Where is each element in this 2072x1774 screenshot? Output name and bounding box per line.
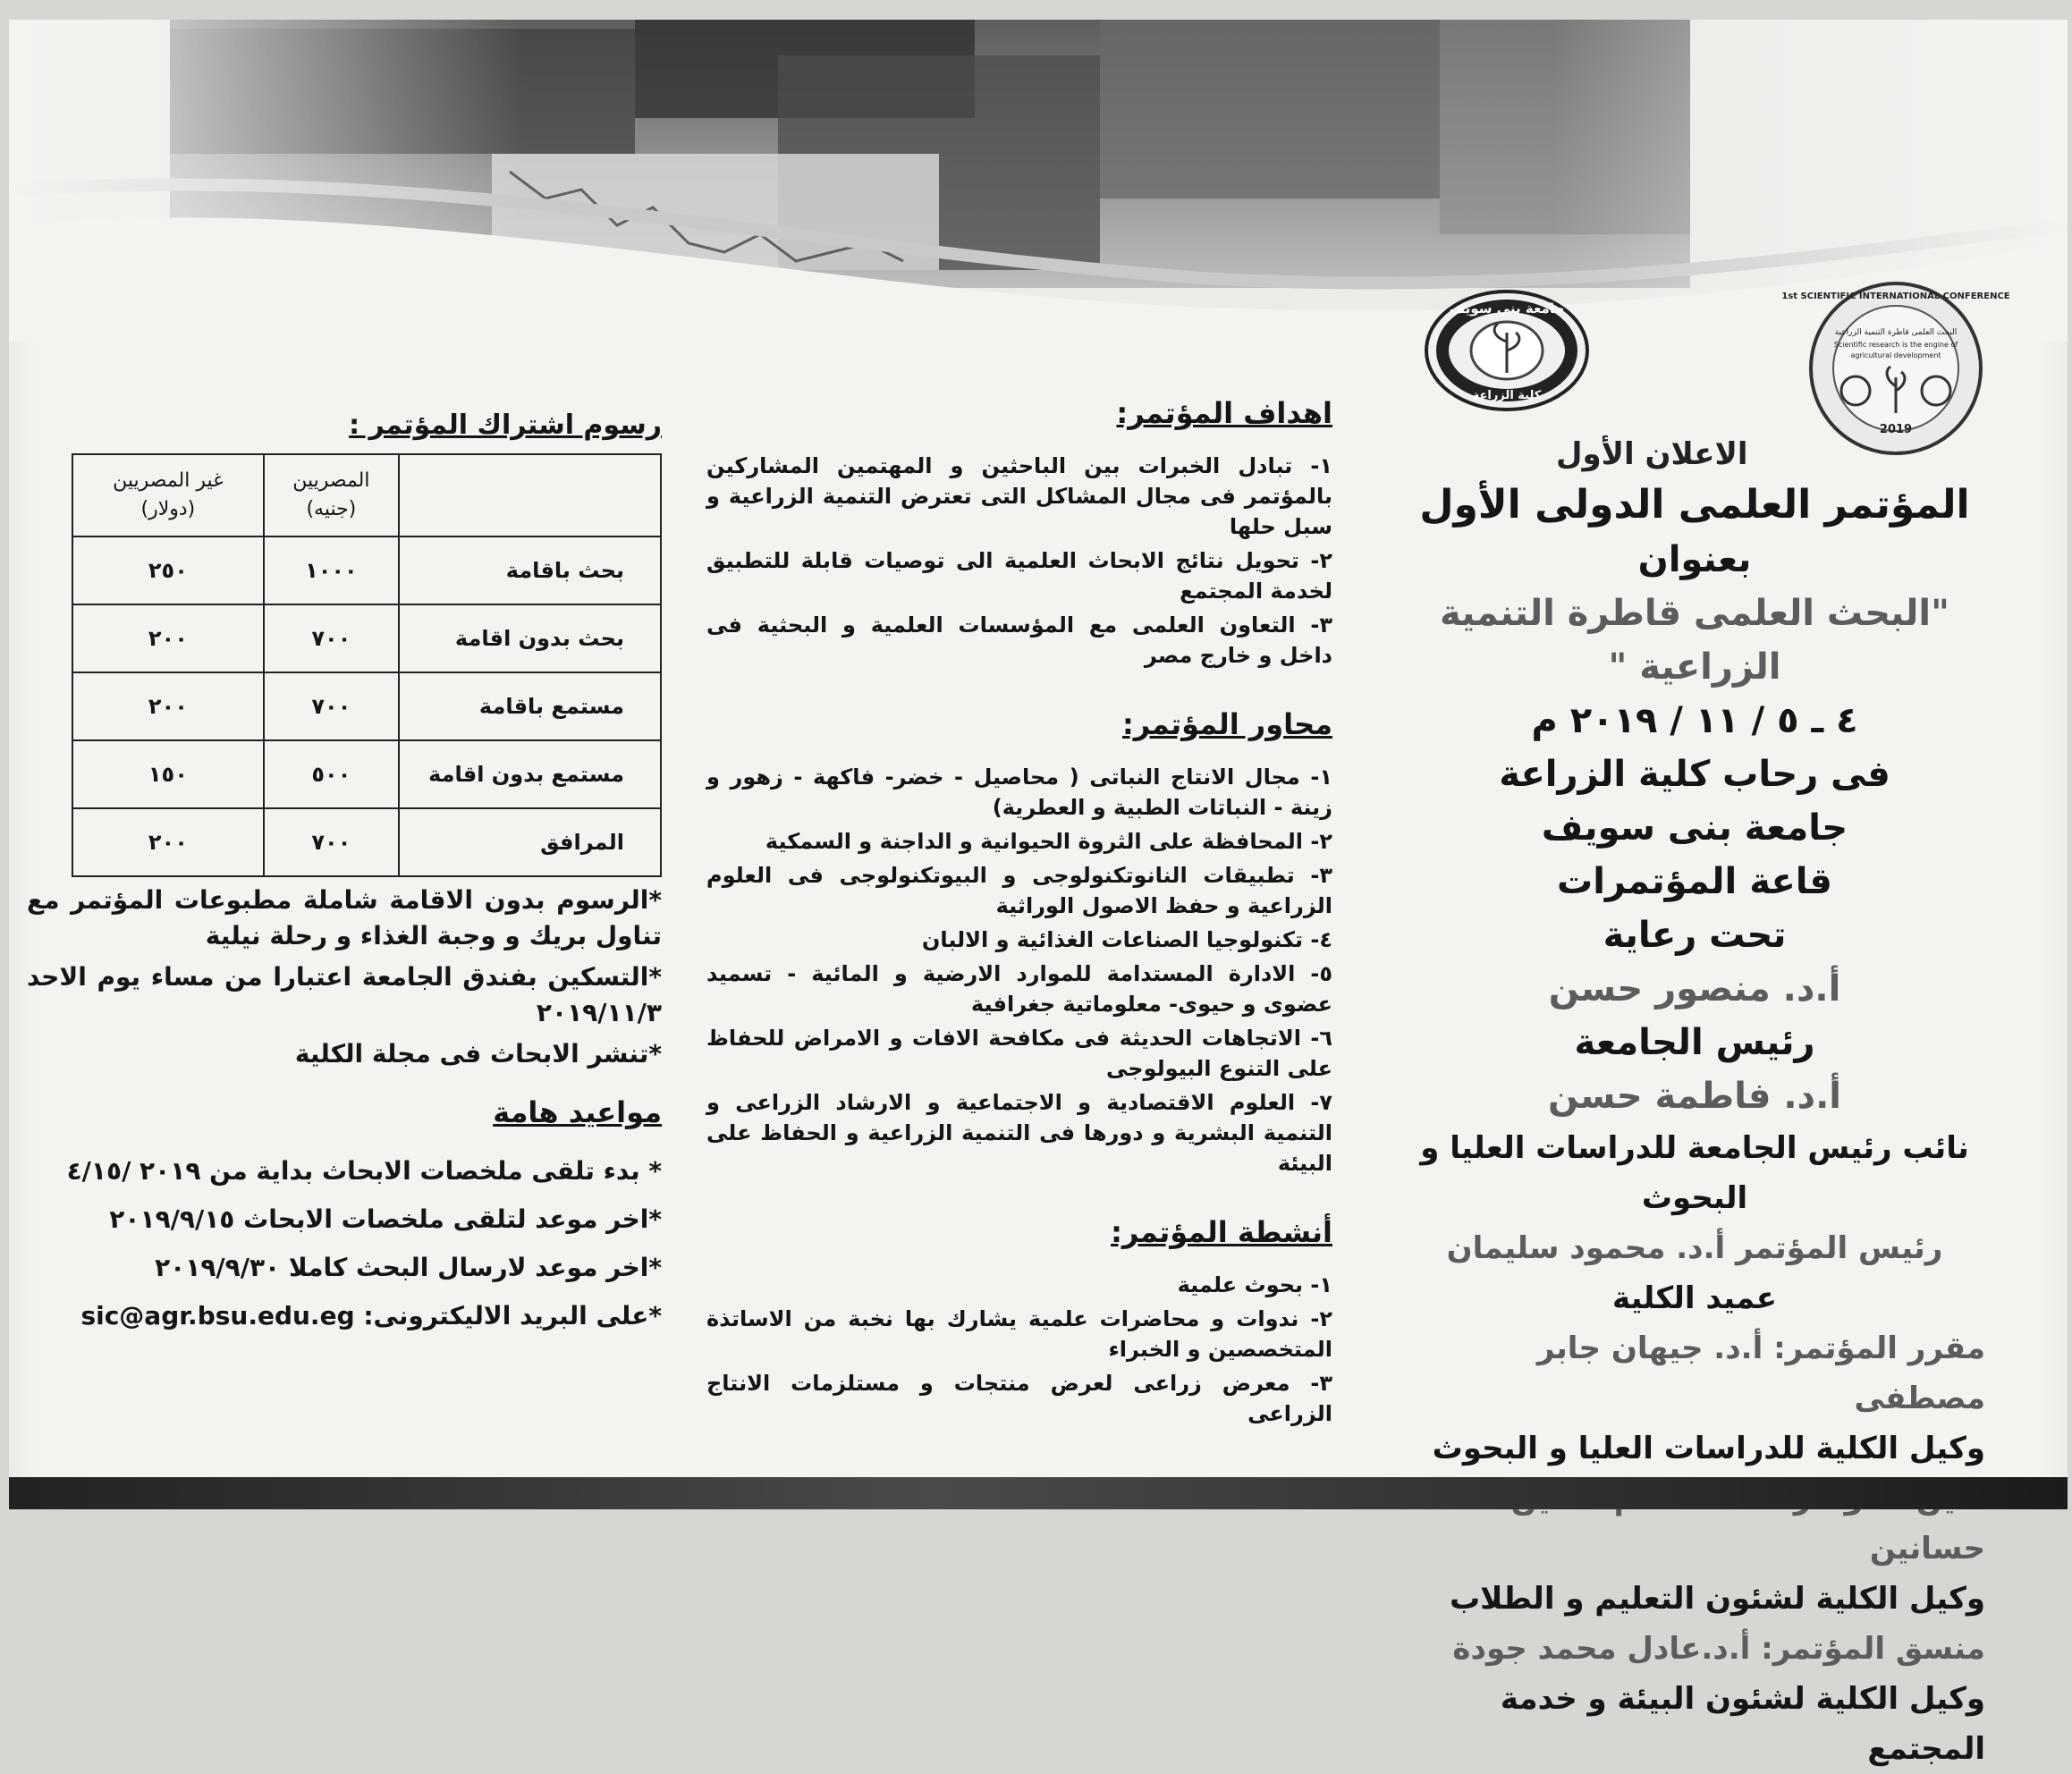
goal-item: ٢- تحويل نتائج الابحاث العلمية الى توصيات قابلة للتطبيق لخدمة المجتمع [706,548,1332,604]
email-link[interactable]: sic@agr.bsu.edu.eg [80,1301,355,1330]
venue-university: جامعة بنى سويف [1541,807,1848,849]
goals-column [706,395,1332,1465]
axes-list [706,762,1332,1178]
activities-title: أنشطة المؤتمر: [1111,1215,1332,1249]
axes-title: محاور المؤتمر: [1121,707,1332,741]
conference-logo-title: 1st SCIENTIFIC INTERNATIONAL CONFERENCE [1781,291,2010,301]
fees-column [27,410,662,1340]
table-row [72,536,661,604]
announcement-column [1404,288,2010,1774]
university-logo-bottom-text: كلية الزراعة [1472,389,1542,402]
conference-dates: ٤ ـ ٥ / ١١ / ٢٠١٩ م [1531,700,1858,741]
coordinator-title: وكيل الكلية لشئون البيئة و خدمة المجتمع [1500,1681,1985,1767]
fee-label: المرافق [399,808,661,876]
fee-usd: ٢٥٠ [72,536,264,604]
activity-item: ١- بحوث علمية [1177,1272,1332,1297]
fees-header-empty [399,454,661,536]
axis-item: ٣- تطبيقات النانوتكنولوجى و البيوتكنولوجى فى العلوم الزراعية و حفظ الاصول الوراثية [706,863,1332,918]
conference-logo-sub2: agricultural development [1850,351,1941,359]
fee-label: مستمع بدون اقامة [399,740,661,808]
email-line [27,1292,662,1340]
table-row [72,740,661,808]
publication-note: *تنشر الابحاث فى مجلة الكلية [294,1039,662,1069]
axis-item: ٥- الادارة المستدامة للموارد الارضية و المائية - تسميد عضوى و حيوى- معلوماتية جغرافية [706,961,1332,1017]
fee-usd: ٢٠٠ [72,604,264,672]
abstracts-deadline: *اخر موعد لتلقى ملخصات الابحاث ٢٠١٩/٩/١٥ [109,1204,662,1234]
activity-item: ٣- معرض زراعى لعرض منتجات و مستلزمات الانتاج الزراعى [706,1371,1332,1426]
fee-egp: ١٠٠٠ [264,536,399,604]
patron1-name: أ.د. منصور حسن [1548,968,1841,1009]
foreigners-label: غير المصريين [113,469,224,492]
fee-egp: ٧٠٠ [264,604,399,672]
axis-item: ١- مجال الانتاج النباتى ( محاصيل - خضر- فاكهة - زهور و زينة - النباتات الطبية و العطرية) [706,765,1332,820]
conference-title: المؤتمر العلمى الدولى الأول [1419,482,1970,528]
goal-item: ١- تبادل الخبرات بين الباحثين و المهتمين المشاركين بالمؤتمر فى مجال المشاكل التى تعترض التنمية الزراعية و سبل حلها [706,453,1332,539]
patron2-title: نائب رئيس الجامعة للدراسات العليا و البحوث [1420,1130,1969,1216]
conference-logo [1781,279,2010,458]
conference-secretary: حسانين [1869,1531,1985,1567]
conference-theme: "البحث العلمى قاطرة التنمية الزراعية " [1440,593,1949,688]
conference-logo-year: 2019 [1879,423,1913,436]
patron1-title: رئيس الجامعة [1574,1022,1815,1063]
patron2-name: أ.د. فاطمة حسن [1548,1076,1841,1117]
announcement-label: الاعلان الأول [1556,436,1748,472]
activity-item: ٢- ندوات و محاضرات علمية يشارك بها نخبة من الاساتذة المتخصصين و الخبراء [706,1306,1332,1362]
conference-logo-sub1: Scientific research is the engine of [1833,341,1958,349]
fee-egp: ٧٠٠ [264,672,399,740]
university-logo [1422,288,1592,413]
venue-faculty: فى رحاب كلية الزراعة [1499,754,1890,795]
abstracts-start-date: * بدء تلقى ملخصات الابحاث بداية من ٢٠١٩ /٤/١٥ [66,1156,662,1186]
venue-hall: قاعة المؤتمرات [1557,861,1832,902]
conference-coordinator: منسق المؤتمر: أ.د.عادل محمد جودة [1452,1631,1985,1667]
title-intro: بعنوان [1637,539,1752,580]
conference-logo-arabic: البحث العلمى قاطرة التنمية الزراعية [1834,328,1958,337]
patronage-label: تحت رعاية [1603,915,1787,956]
fee-usd: ٢٠٠ [72,672,264,740]
axis-item: ٤- تكنولوجيا الصناعات الغذائية و الالبان [921,927,1332,952]
axis-item: ٦- الاتجاهات الحديثة فى مكافحة الافات و الامراض للحفاظ على التنوع البيولوجى [706,1026,1332,1081]
fee-egp: ٥٠٠ [264,740,399,808]
fees-table [72,453,662,877]
goal-item: ٣- التعاون العلمى مع المؤسسات العلمية و البحثية فى داخل و خارج مصر [706,612,1332,668]
email-label: *على البريد الاليكترونى: [363,1301,662,1330]
fee-usd: ١٥٠ [72,740,264,808]
secretary-title: وكيل الكلية لشئون التعليم و الطلاب [1449,1581,1985,1617]
conference-chair: رئيس المؤتمر أ.د. محمود سليمان [1446,1230,1943,1266]
axis-item: ٢- المحافظة على الثروة الحيوانية و الداجنة و السمكية [765,829,1332,854]
egyptians-unit: (جنيه) [306,498,357,520]
housing-note: *التسكين بفندق الجامعة اعتبارا من مساء يوم الاحد ٢٠١٩/١١/٣ [27,962,662,1027]
rapporteur-title: وكيل الكلية للدراسات العليا و البحوث [1432,1431,1985,1466]
fee-label: بحث باقامة [399,536,661,604]
foreigners-unit: (دولار) [140,498,196,520]
table-row [72,604,661,672]
fee-egp: ٧٠٠ [264,808,399,876]
fee-usd: ٢٠٠ [72,808,264,876]
fees-header-foreigners [72,454,264,536]
fee-label: بحث بدون اقامة [399,604,661,672]
fullpaper-deadline: *اخر موعد لارسال البحث كاملا ٢٠١٩/٩/٣٠ [155,1253,662,1282]
important-dates-title: مواعيد هامة [493,1095,662,1129]
axis-item: ٧- العلوم الاقتصادية و الاجتماعية و الارشاد الزراعى و التنمية البشرية و دورها فى التنمية الزراعية و الحفاظ على البيئة [706,1090,1332,1176]
flyer-page [9,20,2068,1767]
goals-title: اهداف المؤتمر: [1116,396,1332,430]
fees-header-egyptians [264,454,399,536]
bottom-bar [9,1477,2068,1509]
activities-list [706,1270,1332,1429]
conference-rapporteur: مقرر المؤتمر: أ.د. جيهان جابر مصطفى [1536,1330,1985,1416]
table-row [72,808,661,876]
egyptians-label: المصريين [292,469,370,492]
fees-title: رسوم اشتراك المؤتمر : [349,410,662,441]
goals-list [706,451,1332,671]
fees-header-row [72,454,661,536]
fee-label: مستمع باقامة [399,672,661,740]
university-logo-top-text: جامعة بنى سويف [1449,300,1565,317]
chair-title: عميد الكلية [1612,1280,1777,1316]
table-row [72,672,661,740]
logos-row [1404,288,2010,436]
fees-note: *الرسوم بدون الاقامة شاملة مطبوعات المؤتمر مع تناول بريك و وجبة الغذاء و رحلة نيلية [27,885,662,950]
